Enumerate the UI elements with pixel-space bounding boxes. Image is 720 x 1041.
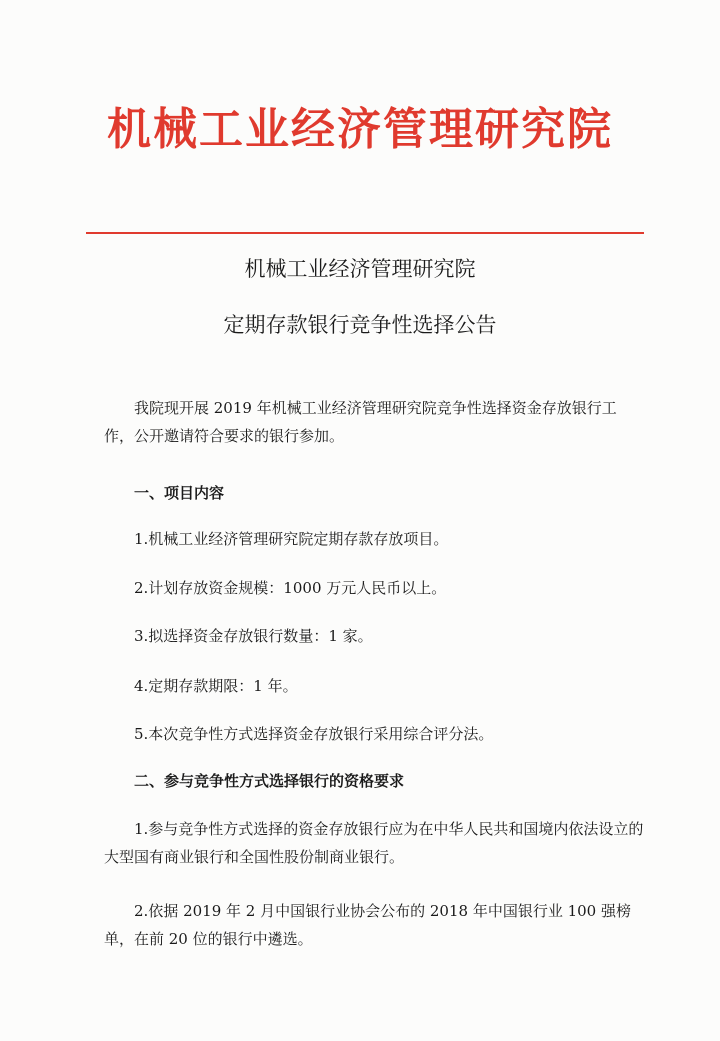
section2-item: 1.参与竞争性方式选择的资金存放银行应为在中华人民共和国境内依法设立的大型国有商业银行和全国性股份制商业银行。 [104, 820, 644, 866]
intro-paragraph: 我院现开展 2019 年机械工业经济管理研究院竞争性选择资金存放银行工作，公开邀请符合要求的银行参加。 [104, 399, 617, 445]
letterhead-title: 机械工业经济管理研究院 [107, 104, 613, 155]
section1-item: 4.定期存款期限：1 年。 [134, 677, 298, 695]
section1-item: 3.拟选择资金存放银行数量：1 家。 [134, 627, 373, 645]
section1-item: 5.本次竞争性方式选择资金存放银行采用综合评分法。 [134, 725, 494, 743]
section2-item: 2.依据 2019 年 2 月中国银行业协会公布的 2018 年中国银行业 100 强榜单，在前 20 位的银行中遴选。 [104, 902, 631, 948]
section2-heading: 二、参与竞争性方式选择银行的资格要求 [134, 772, 405, 790]
section1-heading: 一、项目内容 [134, 484, 225, 502]
document-title-line1: 机械工业经济管理研究院 [244, 257, 476, 281]
section1-item: 2.计划存放资金规模：1000 万元人民币以上。 [134, 579, 447, 597]
letterhead-divider [86, 232, 644, 234]
section1-item: 1.机械工业经济管理研究院定期存款存放项目。 [134, 530, 449, 548]
document-title-line2: 定期存款银行竞争性选择公告 [223, 313, 497, 337]
